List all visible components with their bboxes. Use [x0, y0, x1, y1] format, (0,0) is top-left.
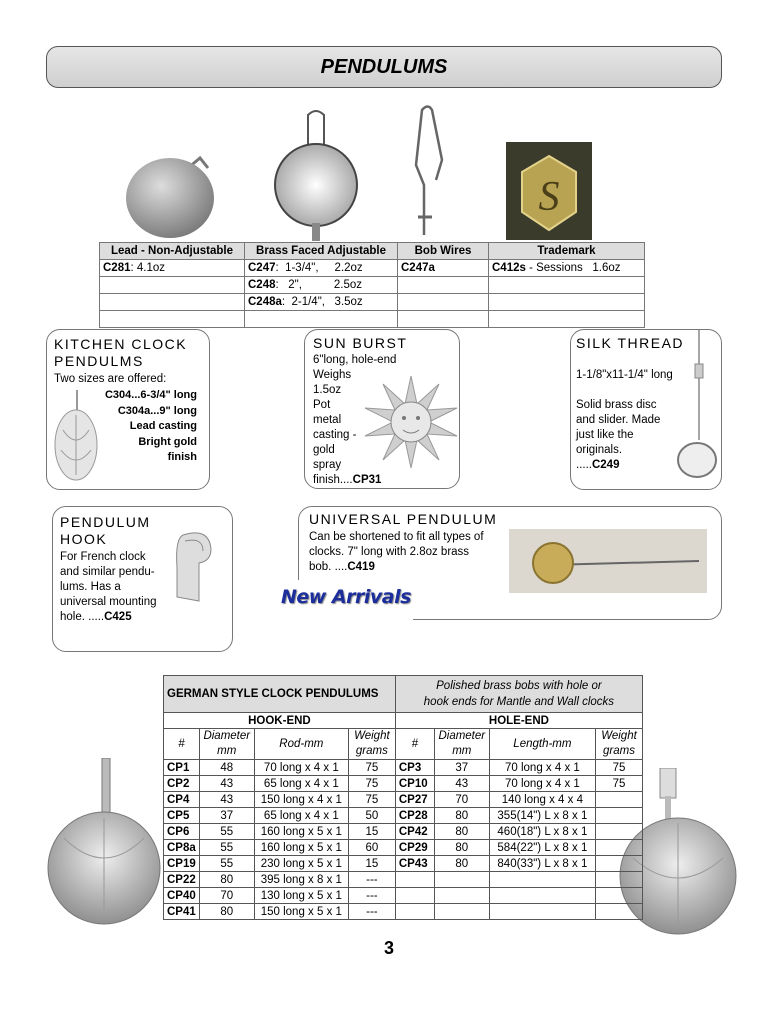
item-code-cell: CP41: [164, 904, 200, 920]
svg-text:S: S: [538, 174, 560, 220]
rod-length-cell: [489, 904, 595, 920]
rod-length-cell: 130 long x 5 x 1: [254, 888, 348, 904]
header-trademark: Trademark: [489, 243, 645, 260]
hook-line: lums. Has a: [60, 581, 121, 593]
rod-length-cell: 140 long x 4 x 4: [489, 792, 595, 808]
weight-cell: 75: [596, 760, 643, 776]
item-code-cell: CP22: [164, 872, 200, 888]
product-spec: : 2-1/4", 3.5oz: [281, 296, 363, 308]
universal-code: C419: [347, 561, 375, 573]
product-table: [99, 242, 645, 328]
item-code-cell: CP19: [164, 856, 200, 872]
table-row: [164, 824, 643, 840]
diameter-cell: 55: [199, 856, 254, 872]
hook-line: For French clock: [60, 551, 146, 563]
col-rod: Rod-mm: [254, 729, 348, 760]
diameter-cell: 80: [434, 856, 489, 872]
universal-line: clocks. 7" long with 2.8oz brass: [309, 546, 470, 558]
col-diameter: Diameter: [438, 730, 486, 742]
product-table-header: [100, 243, 645, 260]
hook-end-header: HOOK-END: [164, 713, 396, 729]
rod-length-cell: 70 long x 4 x 1: [489, 760, 595, 776]
item-code-cell: CP43: [395, 856, 434, 872]
item-code-cell: CP40: [164, 888, 200, 904]
page-title-bar: [46, 46, 722, 88]
bob-wire-image: [410, 105, 450, 240]
silk-line: and slider. Made: [576, 414, 661, 426]
sunburst-line: Weighs: [313, 369, 352, 381]
diameter-cell: 80: [199, 872, 254, 888]
weight-cell: [596, 808, 643, 824]
diameter-cell: 70: [434, 792, 489, 808]
weight-cell: [596, 824, 643, 840]
table-row: [164, 760, 643, 776]
diameter-cell: 70: [199, 888, 254, 904]
hook-line: universal mounting: [60, 596, 157, 608]
col-weight-unit: grams: [355, 745, 388, 757]
rod-length-cell: 65 long x 4 x 1: [254, 808, 348, 824]
table-row: [164, 856, 643, 872]
universal-title: UNIVERSAL PENDULUM: [309, 511, 498, 527]
col-weight: Weight: [354, 730, 390, 742]
table-row: [164, 840, 643, 856]
product-spec: - Sessions 1.6oz: [525, 262, 621, 274]
new-arrivals-label: New Arrivals: [281, 586, 411, 608]
kitchen-line: C304a...9" long: [117, 404, 197, 417]
col-weight: Weight: [601, 730, 637, 742]
weight-cell: 75: [348, 776, 395, 792]
page-number: 3: [384, 938, 395, 958]
rod-length-cell: 355(14") L x 8 x 1: [489, 808, 595, 824]
sunburst-line: spray: [313, 459, 342, 471]
silk-size: 1-1/8"x11-1/4" long: [576, 369, 673, 381]
diameter-cell: 37: [434, 760, 489, 776]
rod-length-cell: 70 long x 4 x 1: [489, 776, 595, 792]
rod-length-cell: 584(22") L x 8 x 1: [489, 840, 595, 856]
hook-last: hole. .....: [60, 611, 105, 623]
item-code-cell: CP1: [164, 760, 200, 776]
weight-cell: [596, 840, 643, 856]
sunburst-line: 1.5oz: [313, 384, 342, 396]
product-code: C248: [248, 279, 276, 291]
silk-line: just like the: [576, 429, 634, 441]
weight-cell: 50: [348, 808, 395, 824]
german-column-header-row: [164, 729, 643, 760]
product-spec: : 2", 2.5oz: [275, 279, 363, 291]
sunburst-image: [363, 374, 459, 470]
diameter-cell: 80: [199, 904, 254, 920]
hook-end-pendulum-image: [44, 758, 162, 926]
weight-cell: [596, 792, 643, 808]
table-row: [164, 792, 643, 808]
kitchen-clock-box: [46, 329, 210, 490]
german-table-title-row: [164, 676, 643, 713]
kitchen-line: Bright gold: [138, 435, 197, 448]
kitchen-title-2: PENDULMS: [54, 353, 144, 369]
silk-code: C249: [591, 459, 620, 471]
weight-cell: ---: [348, 872, 395, 888]
german-pendulums-table: [163, 675, 643, 920]
table-row: [100, 294, 645, 311]
col-number: #: [395, 729, 434, 760]
diameter-cell: 55: [199, 824, 254, 840]
rod-length-cell: [489, 888, 595, 904]
table-row: [164, 776, 643, 792]
universal-line: Can be shortened to fit all types of: [309, 531, 484, 543]
weight-cell: 60: [348, 840, 395, 856]
item-code-cell: [395, 872, 434, 888]
item-code-cell: CP10: [395, 776, 434, 792]
rod-length-cell: 160 long x 5 x 1: [254, 840, 348, 856]
german-note-1: Polished brass bobs with hole or: [436, 680, 602, 692]
item-code-cell: CP42: [395, 824, 434, 840]
table-row: [164, 904, 643, 920]
weight-cell: 15: [348, 824, 395, 840]
weight-cell: 75: [348, 792, 395, 808]
hole-end-header: HOLE-END: [395, 713, 642, 729]
sunburst-last: finish....: [313, 474, 353, 486]
weight-cell: ---: [348, 904, 395, 920]
product-code: C247a: [401, 262, 435, 274]
diameter-cell: 43: [199, 776, 254, 792]
silk-thread-box: [570, 329, 722, 490]
product-spec: : 1-3/4", 2.2oz: [275, 262, 363, 274]
diameter-cell: 80: [434, 840, 489, 856]
product-code: C247: [248, 262, 276, 274]
sunburst-line: casting -: [313, 429, 357, 441]
rod-length-cell: 395 long x 8 x 1: [254, 872, 348, 888]
kitchen-pendulum-image: [51, 390, 99, 485]
sunburst-line: 6"long, hole-end: [313, 354, 397, 366]
weight-cell: 15: [348, 856, 395, 872]
table-row: [100, 260, 645, 277]
col-diameter-unit: mm: [217, 745, 237, 757]
table-row: [100, 311, 645, 328]
product-code: C412s: [492, 262, 526, 274]
col-diameter: Diameter: [203, 730, 251, 742]
header-lead: Lead - Non-Adjustable: [100, 243, 245, 260]
rod-length-cell: [489, 872, 595, 888]
hook-code: C425: [104, 611, 132, 623]
hook-title-1: PENDULUM: [60, 514, 151, 530]
kitchen-line: Lead casting: [129, 420, 197, 432]
hook-image: [171, 527, 223, 607]
sunburst-box: [304, 329, 460, 489]
weight-cell: [596, 872, 643, 888]
kitchen-intro: Two sizes are offered:: [54, 373, 167, 385]
diameter-cell: 43: [199, 792, 254, 808]
item-code-cell: [395, 904, 434, 920]
rod-length-cell: 460(18") L x 8 x 1: [489, 824, 595, 840]
item-code-cell: CP3: [395, 760, 434, 776]
german-table-body: [164, 760, 643, 920]
weight-cell: [596, 904, 643, 920]
sunburst-line: metal: [313, 414, 342, 426]
weight-cell: 75: [348, 760, 395, 776]
item-code-cell: CP29: [395, 840, 434, 856]
item-code-cell: CP28: [395, 808, 434, 824]
pendulum-hook-box: [52, 506, 233, 652]
hook-title-2: HOOK: [60, 531, 108, 547]
diameter-cell: 80: [434, 808, 489, 824]
col-diameter-unit: mm: [452, 745, 472, 757]
diameter-cell: [434, 888, 489, 904]
german-note-2: hook ends for Mantle and Wall clocks: [423, 696, 615, 708]
diameter-cell: [434, 872, 489, 888]
silk-title: SILK THREAD: [576, 335, 685, 351]
kitchen-title-1: KITCHEN CLOCK: [54, 336, 188, 352]
lead-pendulum-image: [120, 150, 220, 240]
page-title: PENDULUMS: [320, 56, 448, 78]
table-row: [100, 277, 645, 294]
silk-line: Solid brass disc: [576, 399, 657, 411]
table-row: [164, 872, 643, 888]
kitchen-line: C304...6-3/4" long: [104, 389, 197, 401]
diameter-cell: [434, 904, 489, 920]
rod-length-cell: 70 long x 4 x 1: [254, 760, 348, 776]
weight-cell: ---: [348, 888, 395, 904]
product-code: C281: [103, 262, 131, 274]
kitchen-line: finish: [167, 451, 197, 463]
table-row: [164, 808, 643, 824]
hook-line: and similar pendu-: [60, 566, 155, 578]
german-table-title: GERMAN STYLE CLOCK PENDULUMS: [164, 676, 396, 713]
rod-length-cell: 65 long x 4 x 1: [254, 776, 348, 792]
diameter-cell: 55: [199, 840, 254, 856]
weight-cell: [596, 888, 643, 904]
diameter-cell: 43: [434, 776, 489, 792]
diameter-cell: 80: [434, 824, 489, 840]
rod-length-cell: 230 long x 5 x 1: [254, 856, 348, 872]
item-code-cell: CP5: [164, 808, 200, 824]
rod-length-cell: 160 long x 5 x 1: [254, 824, 348, 840]
product-code: C248a: [248, 296, 282, 308]
rod-length-cell: 150 long x 5 x 1: [254, 904, 348, 920]
header-bob-wires: Bob Wires: [398, 243, 489, 260]
sunburst-code: CP31: [352, 474, 382, 486]
item-code-cell: CP6: [164, 824, 200, 840]
col-length: Length-mm: [489, 729, 595, 760]
item-code-cell: CP27: [395, 792, 434, 808]
item-code-cell: CP8a: [164, 840, 200, 856]
product-spec: : 4.1oz: [130, 262, 166, 274]
weight-cell: 75: [596, 776, 643, 792]
col-number: #: [164, 729, 200, 760]
brass-pendulum-image: [268, 105, 368, 245]
sunburst-line: Pot: [313, 399, 331, 411]
silk-line: originals.: [576, 444, 623, 456]
sunburst-line: gold: [313, 444, 335, 456]
item-code-cell: CP2: [164, 776, 200, 792]
silk-pendulum-image: [675, 330, 721, 485]
item-code-cell: CP4: [164, 792, 200, 808]
universal-last: bob. ....: [309, 561, 348, 573]
rod-length-cell: 150 long x 4 x 1: [254, 792, 348, 808]
table-row: [164, 888, 643, 904]
trademark-image: [506, 142, 592, 240]
header-brass: Brass Faced Adjustable: [245, 243, 398, 260]
weight-cell: [596, 856, 643, 872]
col-weight-unit: grams: [603, 745, 635, 757]
diameter-cell: 37: [199, 808, 254, 824]
silk-code-prefix: .....: [576, 459, 592, 471]
sunburst-title: SUN BURST: [313, 335, 408, 351]
german-section-row: [164, 713, 643, 729]
diameter-cell: 48: [199, 760, 254, 776]
item-code-cell: [395, 888, 434, 904]
universal-pendulum-image: [509, 529, 707, 593]
rod-length-cell: 840(33") L x 8 x 1: [489, 856, 595, 872]
